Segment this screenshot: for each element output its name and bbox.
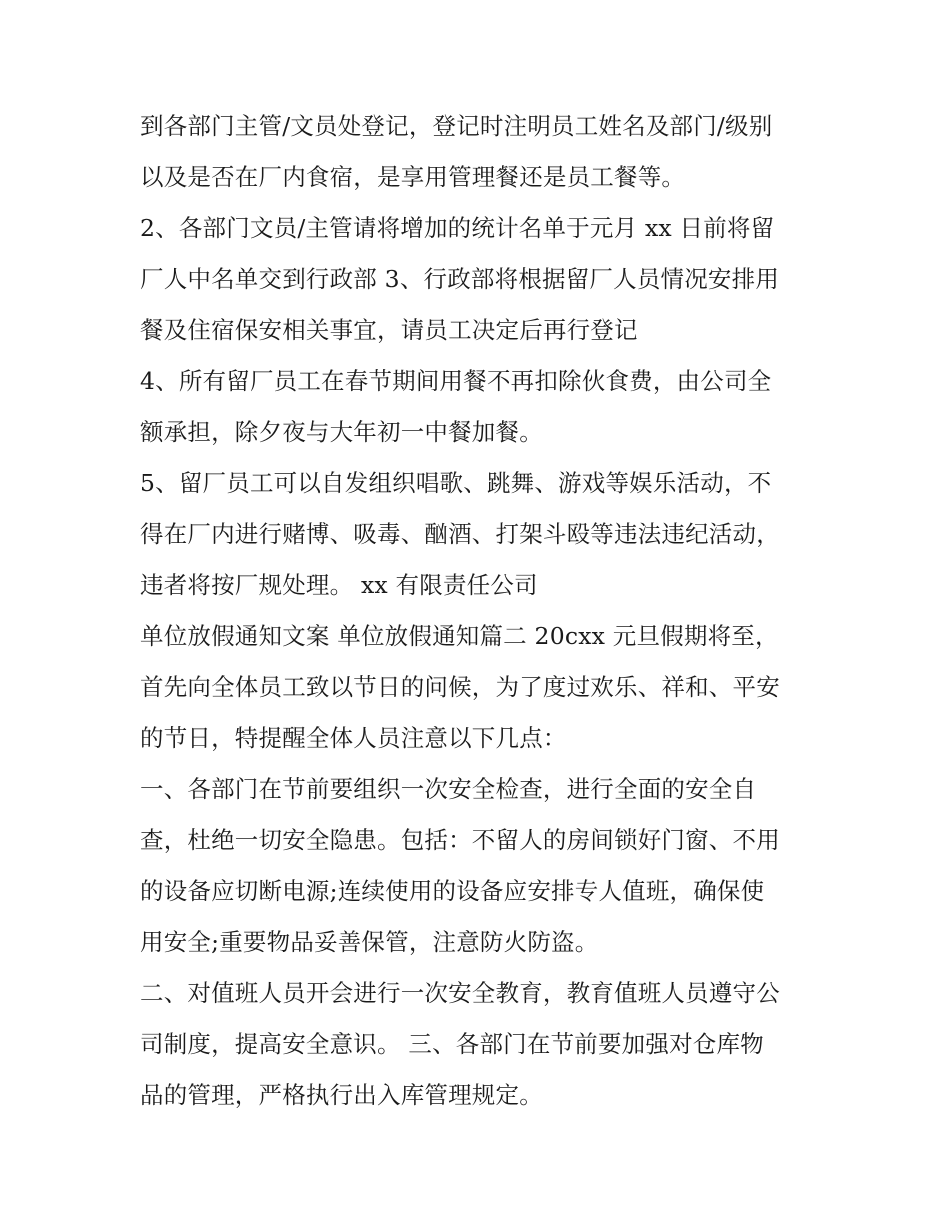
text-line: 以及是否在厂内食宿，是享用管理餐还是员工餐等。 bbox=[140, 163, 686, 191]
text-line: 查，杜绝一切安全隐患。包括：不留人的房间锁好门窗、不用 bbox=[140, 826, 780, 854]
text-line: 的节日，特提醒全体人员注意以下几点： bbox=[140, 724, 567, 752]
text-line: 5、留厂员工可以自发组织唱歌、跳舞、游戏等娱乐活动，不 bbox=[140, 469, 772, 497]
text-line: 2、各部门文员/主管请将增加的统计名单于元月 xx 日前将留 bbox=[140, 214, 775, 242]
text-line: 单位放假通知文案 单位放假通知篇二 20cxx 元旦假期将至， bbox=[140, 622, 779, 650]
text-line: 一、各部门在节前要组织一次安全检查，进行全面的安全自 bbox=[140, 775, 757, 803]
text-line: 额承担，除夕夜与大年初一中餐加餐。 bbox=[140, 418, 543, 446]
text-line: 司制度，提高安全意识。 三、各部门在节前要加强对仓库物 bbox=[140, 1030, 764, 1058]
text-line: 品的管理，严格执行出入库管理规定。 bbox=[140, 1081, 543, 1109]
text-line: 到各部门主管/文员处登记，登记时注明员工姓名及部门/级别 bbox=[140, 112, 773, 140]
text-line: 二、对值班人员开会进行一次安全教育，教育值班人员遵守公 bbox=[140, 979, 780, 1007]
text-line: 的设备应切断电源;连续使用的设备应安排专人值班，确保使 bbox=[140, 877, 765, 905]
text-line: 4、所有留厂员工在春节期间用餐不再扣除伙食费，由公司全 bbox=[140, 367, 772, 395]
text-line: 餐及住宿保安相关事宜，请员工决定后再行登记 bbox=[140, 316, 638, 344]
text-line: 首先向全体员工致以节日的问候，为了度过欢乐、祥和、平安 bbox=[140, 673, 780, 701]
document-body bbox=[140, 101, 840, 1121]
text-line: 得在厂内进行赌博、吸毒、酗酒、打架斗殴等违法违纪活动， bbox=[140, 520, 780, 548]
text-line: 违者将按厂规处理。 xx 有限责任公司 bbox=[140, 571, 538, 599]
text-line: 用安全;重要物品妥善保管，注意防火防盗。 bbox=[140, 928, 599, 956]
text-line: 厂人中名单交到行政部 3、行政部将根据留厂人员情况安排用 bbox=[140, 265, 780, 293]
